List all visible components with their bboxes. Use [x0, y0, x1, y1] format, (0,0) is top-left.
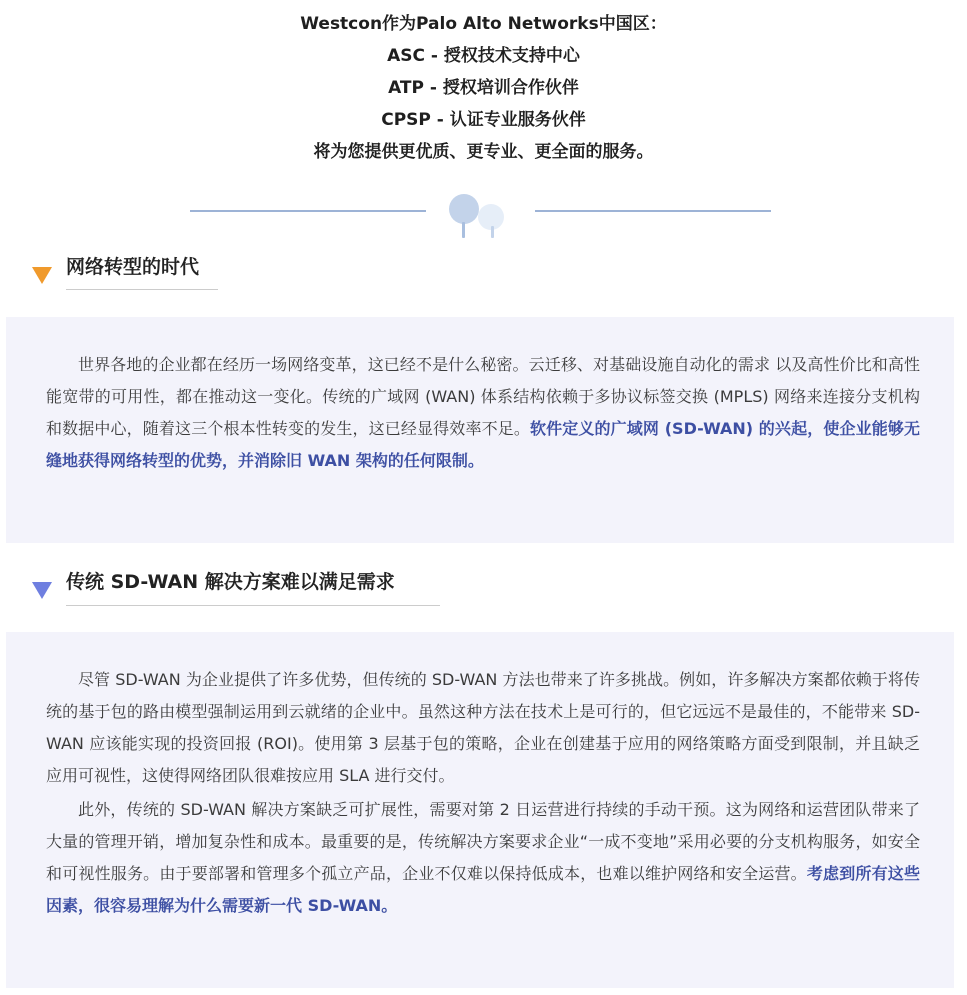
- section-title: 网络转型的时代: [66, 256, 200, 278]
- triangle-marker-icon: [32, 582, 52, 599]
- section-title-underline: [66, 289, 218, 290]
- section-1-paragraph: [46, 349, 920, 477]
- bubble-stick-icon: [462, 222, 465, 238]
- section-2-heading: [0, 570, 967, 610]
- section-title: 传统 SD-WAN 解决方案难以满足需求: [66, 571, 395, 593]
- paragraph-text: 尽管 SD-WAN 为企业提供了许多优势，但传统的 SD-WAN 方法也带来了许多挑战。例如，许多解决方案都依赖于将传统的基于包的路由模型强制运用到云就绪的企业中。虽然这种方法在技术上是可行的，但它远远不是最佳的，不能带来 SD-WAN 应该能实现的投资回报 (ROI)。使用第 3 层基于包的策略，企业在创建基于应用的网络策略方面受到限制，并且缺乏应用可视性，这使得网络团队很难按应用 SLA 进行交付。: [46, 670, 920, 785]
- section-2-paragraph-2: [46, 794, 920, 922]
- divider-line-right: [535, 210, 771, 212]
- section-2-paragraph-1: [46, 664, 920, 792]
- paragraph-emphasis: 考虑到所有这些因素，很容易理解为什么需要新一代 SD-WAN。: [46, 864, 920, 915]
- section-title-underline: [66, 605, 440, 606]
- intro-line-3: ATP - 授权培训合作伙伴: [388, 78, 579, 98]
- paragraph-text: 世界各地的企业都在经历一场网络变革，这已经不是什么秘密。云迁移、对基础设施自动化的需求 以及高性价比和高性能宽带的可用性，都在推动这一变化。传统的广域网 (WAN) 体系结构依赖于多协议标签交换 (MPLS) 网络来连接分支机构和数据中心，随着这三个根本性转变的发生，这已经显得效率不足。: [46, 355, 920, 438]
- paragraph-text: 此外，传统的 SD-WAN 解决方案缺乏可扩展性，需要对第 2 日运营进行持续的手动干预。这为网络和运营团队带来了大量的管理开销，增加复杂性和成本。最重要的是，传统解决方案要求企业“一成不变地”采用必要的分支机构服务，如安全和可视性服务。由于要部署和管理多个孤立产品，企业不仅难以保持低成本，也难以维护网络和安全运营。: [46, 800, 920, 883]
- section-1-panel: [6, 317, 954, 543]
- paragraph-emphasis: 软件定义的广域网 (SD-WAN) 的兴起，使企业能够无缝地获得网络转型的优势，并消除旧 WAN 架构的任何限制。: [46, 419, 920, 470]
- intro-line-5: 将为您提供更优质、更专业、更全面的服务。: [313, 142, 654, 162]
- bubble-large-icon: [449, 194, 479, 224]
- decorative-divider: [0, 182, 967, 238]
- section-2-panel: [6, 632, 954, 988]
- divider-line-left: [190, 210, 426, 212]
- section-1-heading: [0, 255, 967, 295]
- intro-line-4: CPSP - 认证专业服务伙伴: [381, 110, 586, 130]
- intro-line-1: Westcon作为Palo Alto Networks中国区：: [300, 14, 667, 34]
- bubble-stick-small-icon: [491, 226, 494, 238]
- triangle-marker-icon: [32, 267, 52, 284]
- intro-line-2: ASC - 授权技术支持中心: [387, 46, 580, 66]
- intro-block: [0, 0, 967, 168]
